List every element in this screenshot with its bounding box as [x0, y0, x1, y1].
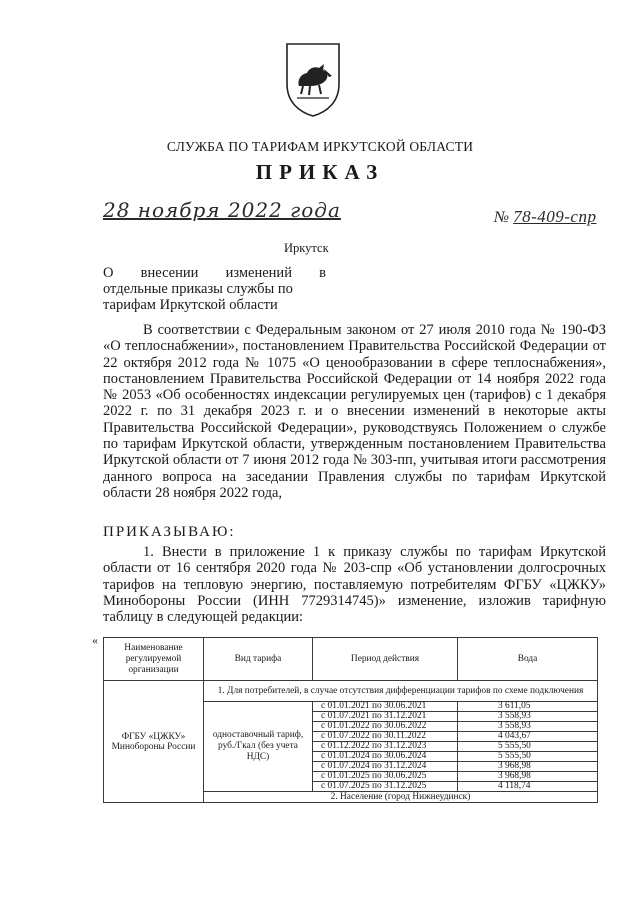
section-1-row	[104, 681, 598, 702]
header-water: Вода	[458, 638, 598, 681]
subject-line-1: О внесении изменений в	[103, 265, 326, 281]
period-cell: с 01.01.2024 по 30.06.2024	[313, 752, 458, 762]
number-prefix: №	[494, 209, 510, 226]
subject-line-3: тарифам Иркутской области	[103, 297, 278, 313]
document-number	[494, 207, 596, 227]
handwritten-date: 28 ноября 2022 года	[103, 198, 341, 222]
table-header-row	[104, 638, 598, 681]
tariff-table	[103, 637, 598, 803]
period-cell: с 01.07.2025 по 31.12.2025	[313, 782, 458, 792]
water-value-cell: 3 558,93	[458, 712, 598, 722]
coat-of-arms-emblem	[283, 40, 343, 118]
handwritten-number: 78-409-спр	[513, 207, 597, 226]
organization-name: СЛУЖБА ПО ТАРИФАМ ИРКУТСКОЙ ОБЛАСТИ	[166, 139, 474, 154]
decree-heading: ПРИКАЗЫВАЮ:	[103, 524, 236, 540]
preamble-paragraph: В соответствии с Федеральным законом от 27 июля 2010 года № 190-ФЗ «О теплоснабжении», постановлением Правительства Российской Федерации от 22 октября 2012 года № 1075 «О ценообразовании в сфере теплоснабжения», постановлением Правительства Российской Федерации от 14 ноября 2022 года № 2053 «Об особенностях индексации регулируемых цен (тарифов) с 1 декабря 2022 г. по 31 декабря 2023 г. и о внесении изменений в некоторые акты Правительства Российской Федерации», руководствуясь Положением о службе по тарифам Иркутской области, утвержденным постановлением Правительства Иркутской области от 7 июня 2012 года № 303-пп, учитывая итоги рассмотрения данного вопроса на заседании Правления службы по тарифам Иркутской области 28 ноября 2022 года,	[103, 322, 606, 501]
org-name-cell: ФГБУ «ЦЖКУ» Минобороны России	[104, 681, 204, 803]
period-cell: с 01.01.2022 по 30.06.2022	[313, 722, 458, 732]
water-value-cell: 4 118,74	[458, 782, 598, 792]
water-value-cell: 3 968,98	[458, 772, 598, 782]
subject-line-2: отдельные приказы службы по	[103, 281, 293, 297]
period-cell: с 01.01.2021 по 30.06.2021	[313, 702, 458, 712]
period-cell: с 01.07.2021 по 31.12.2021	[313, 712, 458, 722]
period-cell: с 01.07.2024 по 31.12.2024	[313, 762, 458, 772]
water-value-cell: 5 555,50	[458, 752, 598, 762]
header-tariff-type: Вид тарифа	[204, 638, 313, 681]
tariff-type-cell: одноставочный тариф, руб./Гкал (без учета НДС)	[204, 702, 313, 792]
water-value-cell: 3 968,98	[458, 762, 598, 772]
clause-1-paragraph: 1. Внести в приложение 1 к приказу службы по тарифам Иркутской области от 16 сентября 2020 года № 203-спр «Об установлении долгосрочных тарифов на тепловую энергию, поставляемую потребителям ФГБУ «ЦЖКУ» Минобороны России (ИНН 7729314745)» изменение, изложив тарифную таблицу в следующей редакции:	[103, 544, 606, 626]
section-2-title: 2. Население (город Нижнеудинск)	[204, 792, 598, 803]
water-value-cell: 4 043,67	[458, 732, 598, 742]
period-cell: с 01.07.2022 по 30.11.2022	[313, 732, 458, 742]
header-period: Период действия	[313, 638, 458, 681]
water-value-cell: 5 555,50	[458, 742, 598, 752]
section-1-title: 1. Для потребителей, в случае отсутствия дифференциации тарифов по схеме подключения	[204, 681, 598, 702]
header-org: Наименование регулируемой организации	[104, 638, 204, 681]
period-cell: с 01.01.2025 по 30.06.2025	[313, 772, 458, 782]
period-cell: с 01.12.2022 по 31.12.2023	[313, 742, 458, 752]
opening-quote-mark: «	[92, 633, 98, 647]
document-subject	[103, 265, 326, 313]
city-name: Иркутск	[284, 241, 329, 255]
document-type-title: ПРИКАЗ	[255, 160, 385, 184]
water-value-cell: 3 611,05	[458, 702, 598, 712]
water-value-cell: 3 558,93	[458, 722, 598, 732]
